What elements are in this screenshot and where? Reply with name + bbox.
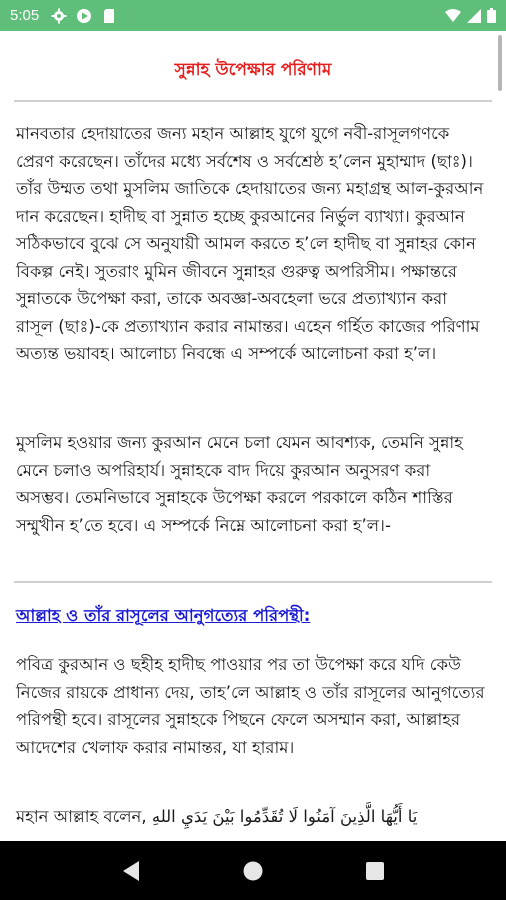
quote-arabic: يَا أَيُّهَا الَّذِينَ آمَنُوا لَا تُقَدِّمُوا بَيْنَ يَدَيِ اللهِ xyxy=(151,807,418,826)
gear-icon xyxy=(51,8,67,24)
article-paragraph-2: মুসলিম হওয়ার জন্য কুরআন মেনে চলা যেমন আবশ্যক, তেমনি সুন্নাহ মেনে চলাও অপরিহার্য। সুন্নাহকে বাদ দিয়ে কুরআন অনুসরণ করা অসম্ভব। তেমনিভাবে সুন্নাহকে উপেক্ষা করলে পরকালে কঠিন শাস্তির সম্মুখীন হ’তে হবে। এ সম্পর্কে নিম্নে আলোচনা করা হ’ল।- xyxy=(16,433,463,535)
recents-icon xyxy=(365,861,385,881)
article-view[interactable] xyxy=(0,31,506,841)
status-time: 5:05 xyxy=(10,7,40,24)
status-bar xyxy=(0,0,506,31)
play-protect-icon xyxy=(76,8,92,24)
back-icon xyxy=(121,860,141,882)
home-icon xyxy=(242,860,264,882)
article-title: সুন্নাহ উপেক্ষার পরিণাম xyxy=(174,60,332,80)
navigation-bar xyxy=(0,841,506,900)
article-paragraph-1: মানবতার হেদায়াতের জন্য মহান আল্লাহ যুগে যুগে নবী-রাসূলগণকে প্রেরণ করেছেন। তাঁদের মধ্যে সর্বশেষ ও সর্বশ্রেষ্ঠ হ’লেন মুহাম্মাদ (ছাঃ)। তাঁর উম্মত তথা মুসলিম জাতিকে হেদায়াতের জন্য মহাগ্রন্থ আল-কুরআন দান করেছেন। হাদীছ বা সুন্নাত হচ্ছে কুরআনের নির্ভুল ব্যাখ্যা। কুরআন সঠিকভাবে বুঝে সে অনুযায়ী আমল করতে হ’লে হাদীছ বা সুন্নাহর কোন বিকল্প নেই। সুতরাং মুমিন জীবনে সুন্নাহর গুরুত্ব অপরিসীম। পক্ষান্তরে সুন্নাতকে উপেক্ষা করা, তাকে অবজ্ঞা-অবহেলা ভরে প্রত্যাখ্যান করা রাসূল (ছাঃ)-কে প্রত্যাখ্যান করার নামান্তর। এহেন গর্হিত কাজের পরিণাম অত্যন্ত ভয়াবহ। আলোচ্য নিবন্ধে এ সম্পর্কে আলোচনা করা হ’ল। xyxy=(16,124,484,363)
quote-intro: মহান আল্লাহ বলেন, xyxy=(16,807,147,826)
recents-button[interactable] xyxy=(361,857,389,885)
divider xyxy=(14,100,492,102)
back-button[interactable] xyxy=(117,857,145,885)
battery-icon xyxy=(487,8,496,23)
signal-icon xyxy=(467,9,481,23)
wifi-icon xyxy=(445,9,461,23)
sd-card-icon xyxy=(101,8,117,24)
quote-line xyxy=(16,803,488,831)
article-paragraph-3: পবিত্র কুরআন ও ছহীহ হাদীছ পাওয়ার পর তা উপেক্ষা করে যদি কেউ নিজের রায়কে প্রাধান্য দেয়, তাহ’লে আল্লাহ ও তাঁর রাসূলের আনুগত্যের পরিপন্থী হবে। রাসূলের সুন্নাহকে পিছনে ফেলে অসম্মান করা, আল্লাহর আদেশের খেলাফ করার নামান্তর, যা হারাম। xyxy=(16,655,485,757)
divider xyxy=(14,581,492,583)
home-button[interactable] xyxy=(239,857,267,885)
status-right-icons xyxy=(445,8,496,23)
section-heading-link[interactable]: আল্লাহ ও তাঁর রাসূলের আনুগত্যের পরিপন্থী: xyxy=(16,606,311,625)
